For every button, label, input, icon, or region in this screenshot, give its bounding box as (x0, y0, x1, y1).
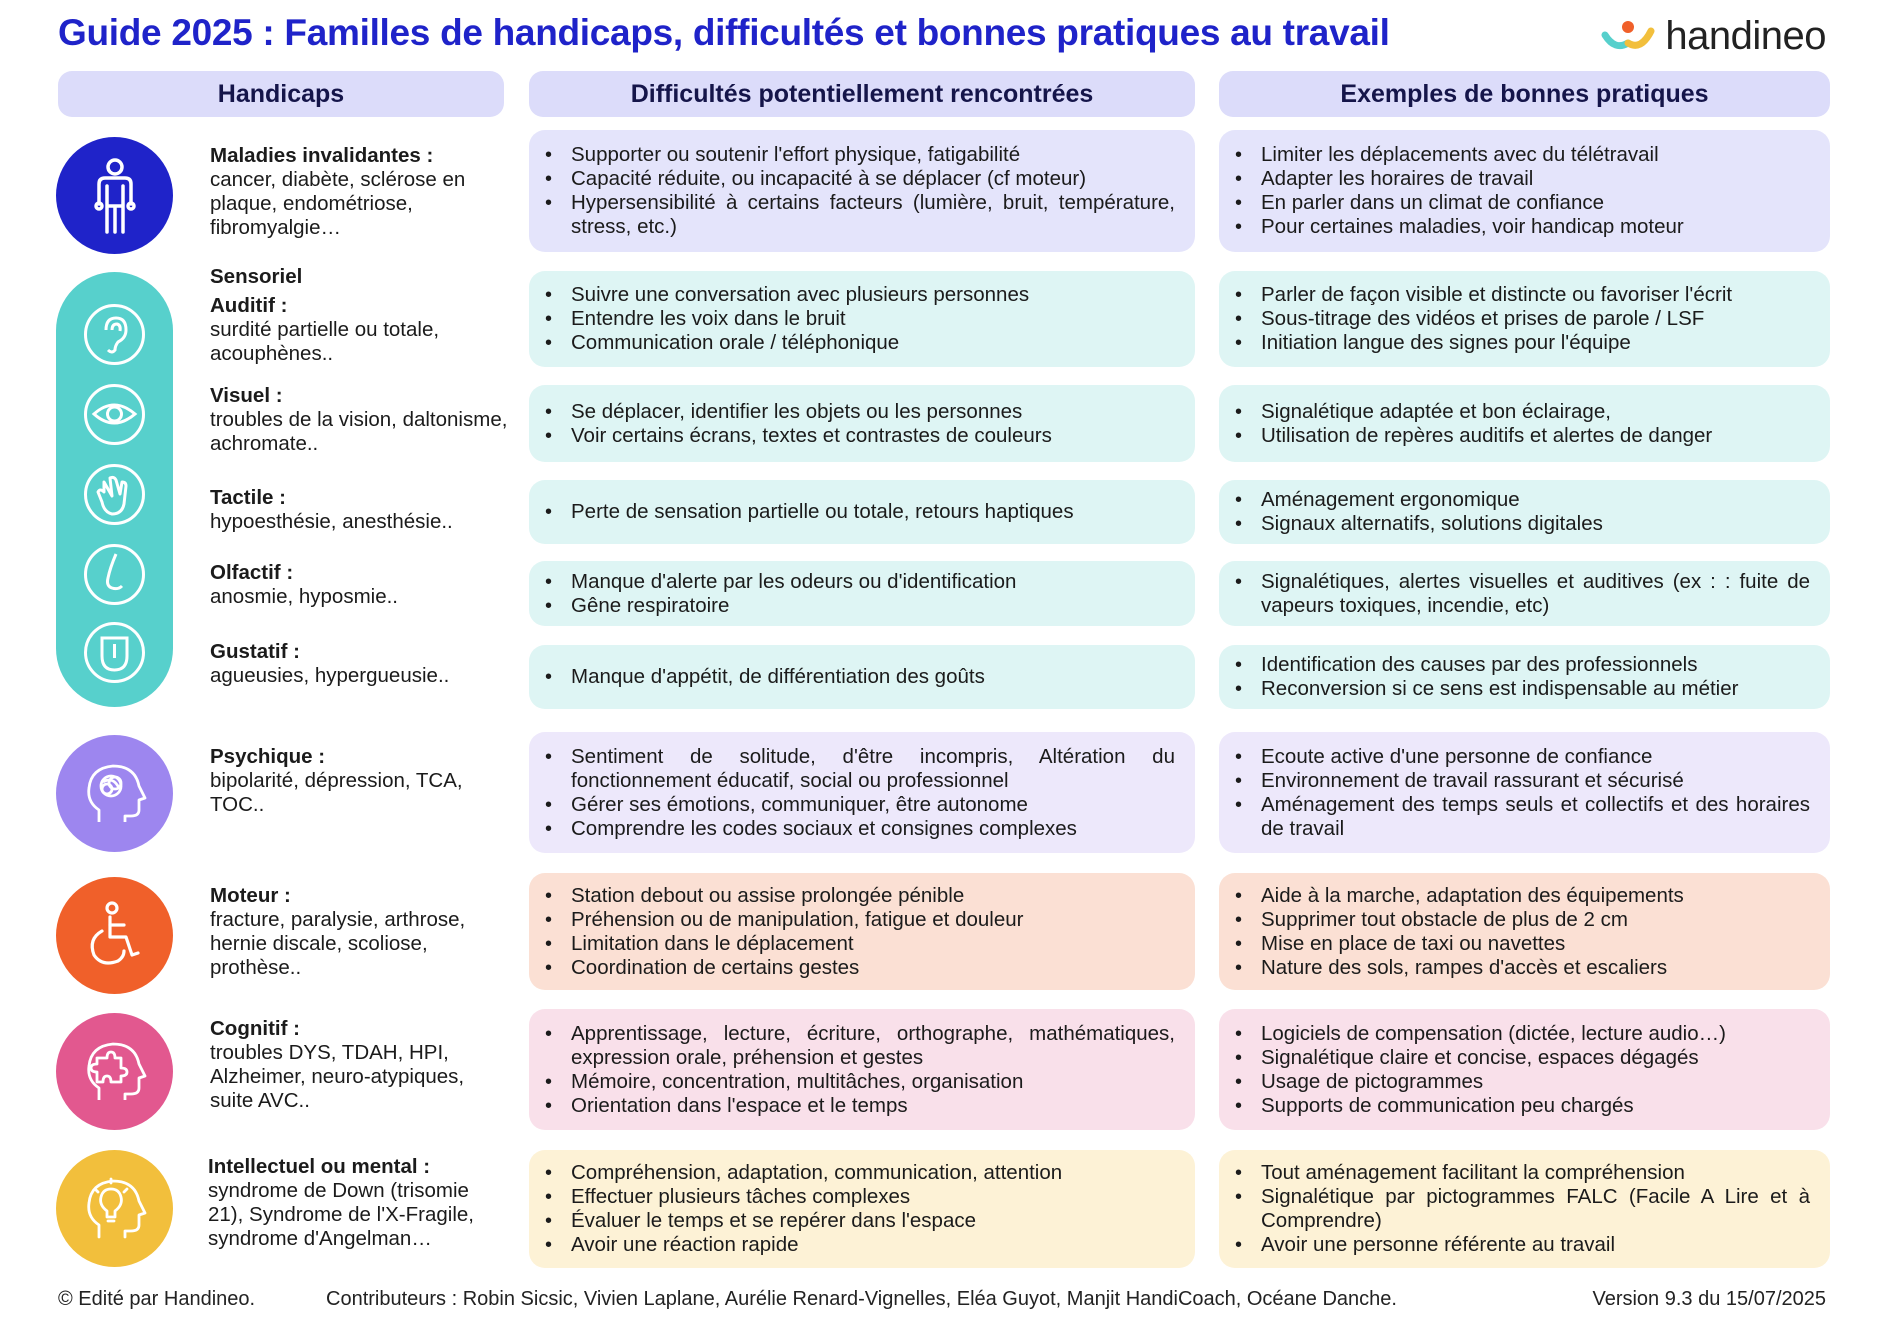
list-item: • Limitation dans le déplacement (571, 932, 1175, 956)
column-header-difficultes: Difficultés potentiellement rencontrées (529, 71, 1195, 117)
tactile-difficulties (529, 480, 1195, 544)
body-figure-icon (83, 156, 147, 236)
list-item: • Gérer ses émotions, communiquer, être autonome (571, 793, 1175, 817)
visuel-practices (1219, 385, 1830, 462)
auditif-practices (1219, 271, 1830, 367)
list-item: • Supporter ou soutenir l'effort physique, fatigabilité (571, 143, 1175, 167)
head-lightbulb-icon (79, 1173, 151, 1245)
intellectuel-circle (56, 1150, 173, 1267)
list-item: • Limiter les déplacements avec du télétravail (1261, 143, 1810, 167)
tactile-practices (1219, 480, 1830, 544)
moteur-desc: fracture, paralysie, arthrose, hernie discale, scoliose, prothèse.. (210, 908, 466, 979)
tactile-text (210, 486, 510, 534)
maladies-desc: cancer, diabète, sclérose en plaque, endométriose, fibromyalgie… (210, 168, 466, 239)
list-item: • Apprentissage, lecture, écriture, orthographe, mathématiques, expression orale, préhension et gestes (571, 1022, 1175, 1070)
intellectuel-desc: syndrome de Down (trisomie 21), Syndrome de l'X-Fragile, syndrome d'Angelman… (208, 1179, 474, 1250)
head-tangle-icon (79, 758, 151, 830)
list-item: • Station debout ou assise prolongée pénible (571, 884, 1175, 908)
list-item: • Gêne respiratoire (571, 594, 1175, 618)
visuel-difficulties (529, 385, 1195, 462)
list-item: • Nature des sols, rampes d'accès et escaliers (1261, 956, 1810, 980)
list-item: • Mise en place de taxi ou navettes (1261, 932, 1810, 956)
list-item: • Effectuer plusieurs tâches complexes (571, 1185, 1175, 1209)
list-item: • Orientation dans l'espace et le temps (571, 1094, 1175, 1118)
list-item: • Communication orale / téléphonique (571, 331, 1175, 355)
gustatif-desc: agueusies, hypergueusie.. (210, 664, 450, 687)
moteur-name: Moteur : (210, 884, 291, 907)
list-item: • Signaux alternatifs, solutions digitales (1261, 512, 1810, 536)
gustatif-difficulties (529, 645, 1195, 709)
hand-icon (82, 462, 147, 527)
list-item: • Aménagement des temps seuls et collectifs et des horaires de travail (1261, 793, 1810, 841)
list-item: • Logiciels de compensation (dictée, lecture audio…) (1261, 1022, 1810, 1046)
psychique-practices (1219, 732, 1830, 853)
list-item: • Signalétique adaptée et bon éclairage, (1261, 400, 1810, 424)
list-item: • Parler de façon visible et distincte ou favoriser l'écrit (1261, 283, 1810, 307)
logo-text: handineo (1665, 14, 1826, 58)
maladies-circle (56, 137, 173, 254)
intellectuel-difficulties (529, 1150, 1195, 1268)
olfactif-text (210, 561, 510, 609)
maladies-practices (1219, 130, 1830, 252)
list-item: • Mémoire, concentration, multitâches, organisation (571, 1070, 1175, 1094)
eye-icon (82, 382, 147, 447)
list-item: • Adapter les horaires de travail (1261, 167, 1810, 191)
wheelchair-icon (82, 901, 148, 971)
visuel-name: Visuel : (210, 384, 283, 407)
tongue-icon (82, 620, 147, 685)
olfactif-desc: anosmie, hyposmie.. (210, 585, 399, 608)
cognitif-text (210, 1017, 510, 1113)
gustatif-practices (1219, 645, 1830, 709)
moteur-difficulties (529, 873, 1195, 990)
list-item: • Identification des causes par des professionnels (1261, 653, 1810, 677)
list-item: • Manque d'appétit, de différentiation des goûts (571, 665, 1175, 689)
intellectuel-text (208, 1155, 508, 1251)
list-item: • Usage de pictogrammes (1261, 1070, 1810, 1094)
auditif-text (210, 294, 510, 366)
nose-icon (82, 542, 147, 607)
olfactif-name: Olfactif : (210, 561, 294, 584)
moteur-circle (56, 877, 173, 994)
list-item: • Manque d'alerte par les odeurs ou d'identification (571, 570, 1175, 594)
tactile-name: Tactile : (210, 486, 286, 509)
list-item: • Compréhension, adaptation, communication, attention (571, 1161, 1175, 1185)
list-item: • Environnement de travail rassurant et sécurisé (1261, 769, 1810, 793)
list-item: • Coordination de certains gestes (571, 956, 1175, 980)
maladies-difficulties (529, 130, 1195, 252)
list-item: • Aide à la marche, adaptation des équipements (1261, 884, 1810, 908)
list-item: • Utilisation de repères auditifs et alertes de danger (1261, 424, 1810, 448)
list-item: • Hypersensibilité à certains facteurs (lumière, bruit, température, stress, etc.) (571, 191, 1175, 239)
handineo-logo (1601, 14, 1826, 59)
list-item: • Sous-titrage des vidéos et prises de parole / LSF (1261, 307, 1810, 331)
list-item: • Ecoute active d'une personne de confiance (1261, 745, 1810, 769)
olfactif-practices (1219, 561, 1830, 626)
list-item: • Signalétique par pictogrammes FALC (Facile A Lire et à Comprendre) (1261, 1185, 1810, 1233)
list-item: • Reconversion si ce sens est indispensable au métier (1261, 677, 1810, 701)
footer-version: Version 9.3 du 15/07/2025 (1592, 1288, 1826, 1310)
list-item: • Sentiment de solitude, d'être incompris, Altération du fonctionnement éducatif, social ou professionnel (571, 745, 1175, 793)
visuel-text (210, 384, 510, 456)
list-item: • Perte de sensation partielle ou totale, retours haptiques (571, 500, 1175, 524)
maladies-name: Maladies invalidantes : (210, 144, 434, 167)
moteur-practices (1219, 873, 1830, 990)
list-item: • Initiation langue des signes pour l'équipe (1261, 331, 1810, 355)
tactile-desc: hypoesthésie, anesthésie.. (210, 510, 453, 533)
list-item: • Pour certaines maladies, voir handicap moteur (1261, 215, 1810, 239)
psychique-text (210, 745, 510, 817)
list-item: • Se déplacer, identifier les objets ou les personnes (571, 400, 1175, 424)
cognitif-practices (1219, 1009, 1830, 1130)
logo-mark-icon (1601, 17, 1655, 57)
page-title: Guide 2025 : Familles de handicaps, difficultés et bonnes pratiques au travail (58, 12, 1390, 53)
list-item: • Capacité réduite, ou incapacité à se déplacer (cf moteur) (571, 167, 1175, 191)
olfactif-difficulties (529, 561, 1195, 626)
auditif-desc: surdité partielle ou totale, acouphènes.. (210, 318, 440, 365)
list-item: • Entendre les voix dans le bruit (571, 307, 1175, 331)
list-item: • Supprimer tout obstacle de plus de 2 cm (1261, 908, 1810, 932)
gustatif-text (210, 640, 510, 688)
list-item: • Avoir une réaction rapide (571, 1233, 1175, 1257)
list-item: • Signalétiques, alertes visuelles et auditives (ex : : fuite de vapeurs toxiques, incendie, etc) (1261, 570, 1810, 618)
cognitif-desc: troubles DYS, TDAH, HPI, Alzheimer, neuro-atypiques, suite AVC.. (210, 1041, 465, 1112)
cognitif-name: Cognitif : (210, 1017, 300, 1040)
moteur-text (210, 884, 510, 980)
cognitif-circle (56, 1013, 173, 1130)
list-item: • En parler dans un climat de confiance (1261, 191, 1810, 215)
gustatif-name: Gustatif : (210, 640, 300, 663)
psychique-difficulties (529, 732, 1195, 853)
list-item: • Signalétique claire et concise, espaces dégagés (1261, 1046, 1810, 1070)
list-item: • Tout aménagement facilitant la compréhension (1261, 1161, 1810, 1185)
list-item: • Comprendre les codes sociaux et consignes complexes (571, 817, 1175, 841)
auditif-difficulties (529, 271, 1195, 367)
head-puzzle-icon (79, 1036, 151, 1108)
maladies-text (210, 144, 510, 240)
sensoriel-title (210, 265, 510, 289)
footer-contributors: Contributeurs : Robin Sicsic, Vivien Laplane, Aurélie Renard-Vignelles, Eléa Guyot, Manjit HandiCoach, Océane Danche. (326, 1288, 1397, 1310)
list-item: • Voir certains écrans, textes et contrastes de couleurs (571, 424, 1175, 448)
intellectuel-name: Intellectuel ou mental : (208, 1155, 431, 1178)
list-item: • Préhension ou de manipulation, fatigue et douleur (571, 908, 1175, 932)
ear-icon (82, 302, 147, 367)
cognitif-difficulties (529, 1009, 1195, 1130)
visuel-desc: troubles de la vision, daltonisme, achromate.. (210, 408, 508, 455)
footer-edited: © Edité par Handineo. (58, 1288, 256, 1310)
intellectuel-practices (1219, 1150, 1830, 1268)
list-item: • Supports de communication peu chargés (1261, 1094, 1810, 1118)
psychique-circle (56, 735, 173, 852)
list-item: • Avoir une personne référente au travail (1261, 1233, 1810, 1257)
list-item: • Suivre une conversation avec plusieurs personnes (571, 283, 1175, 307)
sensoriel-pill (56, 272, 173, 707)
sensoriel-label: Sensoriel (210, 265, 303, 288)
psychique-desc: bipolarité, dépression, TCA, TOC.. (210, 769, 463, 816)
list-item: • Évaluer le temps et se repérer dans l'espace (571, 1209, 1175, 1233)
auditif-name: Auditif : (210, 294, 288, 317)
column-header-pratiques: Exemples de bonnes pratiques (1219, 71, 1830, 117)
list-item: • Aménagement ergonomique (1261, 488, 1810, 512)
column-header-handicaps: Handicaps (58, 71, 504, 117)
psychique-name: Psychique : (210, 745, 326, 768)
